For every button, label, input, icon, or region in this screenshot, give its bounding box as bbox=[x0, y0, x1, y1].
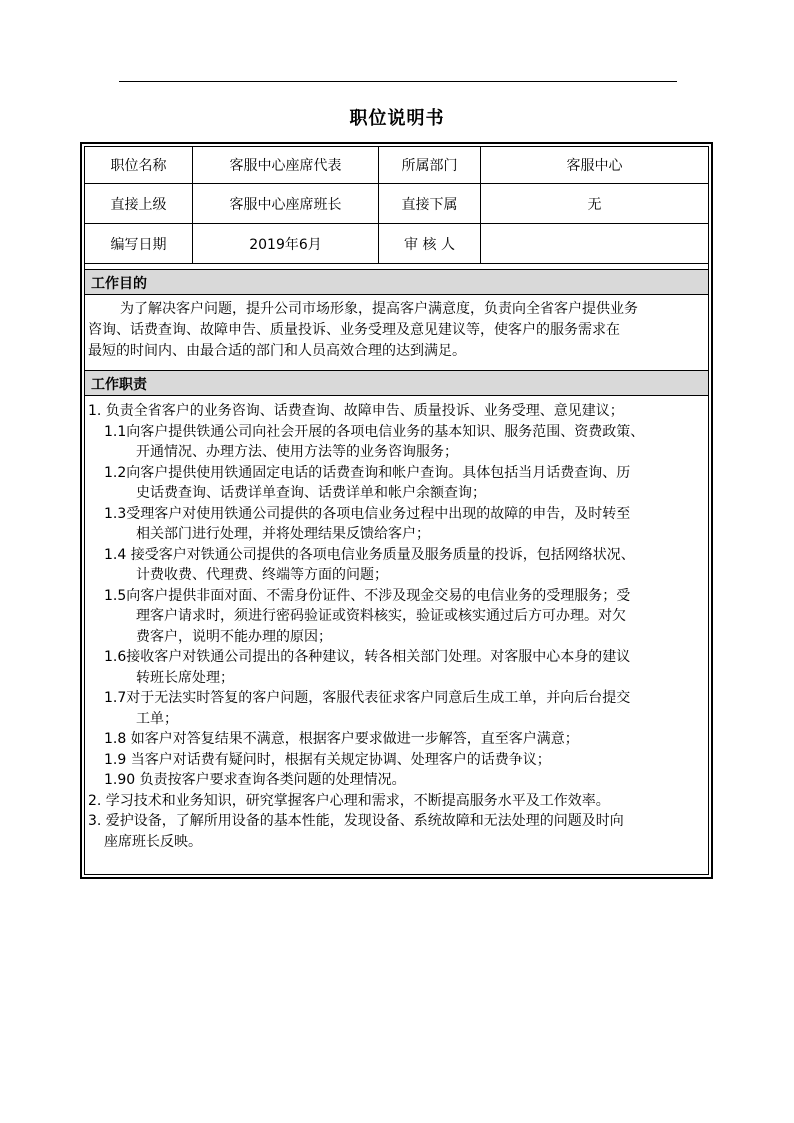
label-position-name: 职位名称 bbox=[110, 158, 167, 174]
purpose-line: 咨询、话费查询、故障申告、质量投诉、业务受理及意见建议等，使客户的服务需求在 bbox=[88, 322, 620, 338]
purpose-heading: 工作目的 bbox=[91, 276, 147, 292]
label-supervisor: 直接上级 bbox=[110, 196, 167, 213]
label-reviewer: 审 核 人 bbox=[404, 236, 455, 253]
label-date: 编写日期 bbox=[110, 236, 167, 253]
value-subordinates: 无 bbox=[587, 196, 602, 213]
label-department: 所属部门 bbox=[401, 158, 458, 174]
duties-heading: 工作职责 bbox=[91, 377, 147, 393]
duty-line: 座席班长反映。 bbox=[104, 834, 202, 850]
grid-line bbox=[85, 263, 708, 264]
duty-line: 3. 爱护设备，了解所用设备的基本性能，发现设备、系统故障和无法处理的问题及时向 bbox=[88, 813, 624, 829]
label-subordinates: 直接下属 bbox=[401, 196, 458, 213]
duty-line: 1.4 接受客户对铁通公司提供的各项电信业务质量及服务质量的投诉，包括网络状况、 bbox=[104, 547, 635, 563]
value-supervisor: 客服中心座席班长 bbox=[229, 196, 342, 213]
duty-line: 计费收费、代理费、终端等方面的问题； bbox=[136, 567, 388, 583]
purpose-line: 最短的时间内、由最合适的部门和人员高效合理的达到满足。 bbox=[88, 343, 466, 359]
duty-line: 费客户，说明不能办理的原因； bbox=[136, 629, 332, 645]
duty-line: 2. 学习技术和业务知识，研究掌握客户心理和需求，不断提高服务水平及工作效率。 bbox=[88, 793, 610, 809]
duty-line: 1.8 如客户对答复结果不满意，根据客户要求做进一步解答，直至客户满意； bbox=[104, 731, 579, 747]
duty-line: 理客户请求时，须进行密码验证或资料核实，验证或核实通过后方可办理。对欠 bbox=[136, 608, 626, 624]
duty-line: 转班长席处理； bbox=[136, 670, 234, 686]
duty-line: 工单； bbox=[136, 711, 178, 727]
header-rule bbox=[119, 81, 677, 82]
purpose-line: 为了解决客户问题，提升公司市场形象，提高客户满意度，负责向全省客户提供业务 bbox=[120, 301, 638, 317]
duty-line: 1. 负责全省客户的业务咨询、话费查询、故障申告、质量投诉、业务受理、意见建议； bbox=[88, 403, 624, 419]
duty-line: 开通情况、办理方法、使用方法等的业务咨询服务； bbox=[136, 444, 458, 460]
duty-line: 1.2向客户提供使用铁通固定电话的话费查询和帐户查询。具体包括当月话费查询、历 bbox=[104, 465, 631, 481]
purpose-heading-bar bbox=[85, 269, 708, 295]
duties-heading-bar bbox=[85, 370, 708, 396]
duty-line: 1.90 负责按客户要求查询各类问题的处理情况。 bbox=[104, 772, 406, 788]
value-date: 2019年6月 bbox=[249, 236, 322, 253]
duty-line: 1.7对于无法实时答复的客户问题，客服代表征求客户同意后生成工单，并向后台提交 bbox=[104, 690, 631, 706]
duty-line: 1.9 当客户对话费有疑问时，根据有关规定协调、处理客户的话费争议； bbox=[104, 752, 551, 768]
duty-line: 1.5向客户提供非面对面、不需身份证件、不涉及现金交易的电信业务的受理服务；受 bbox=[104, 588, 631, 604]
value-department: 客服中心 bbox=[566, 158, 623, 174]
value-position-name: 客服中心座席代表 bbox=[229, 158, 342, 174]
duty-line: 1.3受理客户对使用铁通公司提供的各项电信业务过程中出现的故障的申告，及时转至 bbox=[104, 506, 631, 522]
value-reviewer bbox=[481, 224, 708, 263]
duty-line: 1.1向客户提供铁通公司向社会开展的各项电信业务的基本知识、服务范围、资费政策、 bbox=[104, 424, 645, 440]
duty-line: 相关部门进行处理，并将处理结果反馈给客户； bbox=[136, 526, 430, 542]
page-title: 职位说明书 bbox=[349, 108, 445, 129]
duty-line: 1.6接收客户对铁通公司提出的各种建议，转各相关部门处理。对客服中心本身的建议 bbox=[104, 649, 631, 665]
duty-line: 史话费查询、话费详单查询、话费详单和帐户余额查询； bbox=[136, 485, 486, 501]
